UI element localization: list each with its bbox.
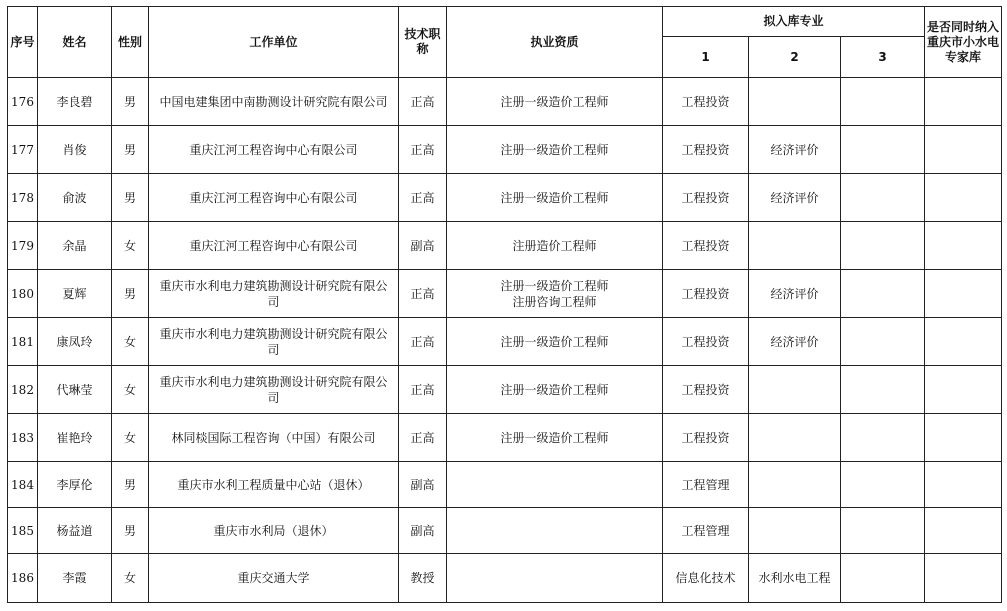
qualification-line: 注册一级造价工程师	[500, 142, 609, 157]
cell-unit: 重庆市水利工程质量中心站（退休）	[149, 462, 399, 508]
cell-seq: 179	[8, 222, 38, 270]
cell-gender: 女	[112, 414, 149, 462]
table-row	[8, 174, 1002, 222]
cell-also-small-hydro	[925, 462, 1002, 508]
cell-major-3	[841, 222, 925, 270]
cell-major-3	[841, 462, 925, 508]
cell-title: 正高	[399, 318, 447, 366]
cell-seq: 181	[8, 318, 38, 366]
cell-seq: 184	[8, 462, 38, 508]
col-header-major-3: 3	[841, 37, 925, 78]
cell-seq: 176	[8, 78, 38, 126]
cell-major-2: 经济评价	[749, 126, 841, 174]
cell-unit: 重庆江河工程咨询中心有限公司	[149, 174, 399, 222]
table-row	[8, 78, 1002, 126]
cell-also-small-hydro	[925, 78, 1002, 126]
cell-title: 教授	[399, 554, 447, 603]
cell-name: 肖俊	[38, 126, 112, 174]
cell-major-1: 工程管理	[663, 462, 749, 508]
cell-name: 李厚伦	[38, 462, 112, 508]
col-header-unit: 工作单位	[149, 7, 399, 78]
cell-major-3	[841, 78, 925, 126]
cell-major-2	[749, 414, 841, 462]
cell-major-3	[841, 126, 925, 174]
cell-major-1: 工程投资	[663, 366, 749, 414]
cell-also-small-hydro	[925, 554, 1002, 603]
cell-also-small-hydro	[925, 508, 1002, 554]
cell-major-1: 工程管理	[663, 508, 749, 554]
cell-major-3	[841, 414, 925, 462]
col-header-major-2: 2	[749, 37, 841, 78]
cell-major-3	[841, 508, 925, 554]
table-body	[8, 78, 1002, 603]
cell-qualification	[447, 554, 663, 603]
cell-title: 正高	[399, 414, 447, 462]
cell-unit: 重庆市水利电力建筑勘测设计研究院有限公司	[149, 366, 399, 414]
cell-also-small-hydro	[925, 222, 1002, 270]
cell-gender: 男	[112, 126, 149, 174]
cell-gender: 女	[112, 366, 149, 414]
cell-name: 夏辉	[38, 270, 112, 318]
cell-major-1: 工程投资	[663, 78, 749, 126]
cell-major-3	[841, 318, 925, 366]
qualification-line: 注册一级造价工程师	[500, 430, 609, 445]
cell-also-small-hydro	[925, 414, 1002, 462]
cell-major-1: 工程投资	[663, 318, 749, 366]
cell-unit: 林同棪国际工程咨询（中国）有限公司	[149, 414, 399, 462]
cell-seq: 178	[8, 174, 38, 222]
cell-title: 副高	[399, 222, 447, 270]
cell-gender: 男	[112, 78, 149, 126]
cell-major-1: 工程投资	[663, 174, 749, 222]
cell-unit: 重庆江河工程咨询中心有限公司	[149, 126, 399, 174]
cell-major-1: 工程投资	[663, 126, 749, 174]
cell-major-3	[841, 174, 925, 222]
cell-unit: 重庆市水利局（退休）	[149, 508, 399, 554]
cell-major-2: 经济评价	[749, 318, 841, 366]
cell-seq: 183	[8, 414, 38, 462]
cell-also-small-hydro	[925, 174, 1002, 222]
cell-qualification	[447, 414, 663, 462]
col-header-gender: 性别	[112, 7, 149, 78]
cell-seq: 186	[8, 554, 38, 603]
cell-also-small-hydro	[925, 318, 1002, 366]
cell-seq: 185	[8, 508, 38, 554]
cell-name: 李良碧	[38, 78, 112, 126]
cell-qualification	[447, 222, 663, 270]
cell-name: 余晶	[38, 222, 112, 270]
qualification-line: 注册一级造价工程师	[500, 382, 609, 397]
cell-major-1: 工程投资	[663, 414, 749, 462]
cell-unit: 重庆江河工程咨询中心有限公司	[149, 222, 399, 270]
cell-major-2: 经济评价	[749, 174, 841, 222]
qualification-line: 注册造价工程师	[512, 238, 597, 253]
table-row	[8, 366, 1002, 414]
col-header-seq: 序号	[8, 7, 38, 78]
cell-also-small-hydro	[925, 126, 1002, 174]
cell-major-2: 水利水电工程	[749, 554, 841, 603]
cell-qualification	[447, 270, 663, 318]
cell-major-3	[841, 366, 925, 414]
cell-title: 副高	[399, 462, 447, 508]
cell-gender: 男	[112, 270, 149, 318]
cell-major-1: 信息化技术	[663, 554, 749, 603]
cell-qualification	[447, 174, 663, 222]
cell-unit: 中国电建集团中南勘测设计研究院有限公司	[149, 78, 399, 126]
cell-title: 副高	[399, 508, 447, 554]
cell-qualification	[447, 366, 663, 414]
cell-major-3	[841, 554, 925, 603]
expert-table	[7, 6, 1002, 603]
cell-seq: 177	[8, 126, 38, 174]
qualification-line: 注册一级造价工程师	[500, 334, 609, 349]
cell-also-small-hydro	[925, 366, 1002, 414]
cell-qualification	[447, 78, 663, 126]
table-row	[8, 414, 1002, 462]
cell-title: 正高	[399, 78, 447, 126]
cell-seq: 180	[8, 270, 38, 318]
cell-title: 正高	[399, 174, 447, 222]
qualification-line: 注册一级造价工程师	[500, 190, 609, 205]
table-row	[8, 462, 1002, 508]
cell-major-2	[749, 78, 841, 126]
col-header-name: 姓名	[38, 7, 112, 78]
cell-title: 正高	[399, 366, 447, 414]
cell-unit: 重庆市水利电力建筑勘测设计研究院有限公司	[149, 318, 399, 366]
table-row	[8, 508, 1002, 554]
qualification-line: 注册一级造价工程师	[500, 278, 609, 293]
table-row	[8, 222, 1002, 270]
cell-name: 李霞	[38, 554, 112, 603]
cell-name: 杨益道	[38, 508, 112, 554]
cell-qualification	[447, 318, 663, 366]
qualification-line: 注册咨询工程师	[512, 294, 597, 309]
cell-qualification	[447, 462, 663, 508]
cell-major-1: 工程投资	[663, 222, 749, 270]
cell-major-3	[841, 270, 925, 318]
cell-name: 崔艳玲	[38, 414, 112, 462]
cell-major-2: 经济评价	[749, 270, 841, 318]
cell-major-2	[749, 462, 841, 508]
table-row	[8, 554, 1002, 603]
cell-unit: 重庆交通大学	[149, 554, 399, 603]
cell-unit: 重庆市水利电力建筑勘测设计研究院有限公司	[149, 270, 399, 318]
cell-name: 代琳莹	[38, 366, 112, 414]
cell-also-small-hydro	[925, 270, 1002, 318]
cell-gender: 男	[112, 462, 149, 508]
cell-qualification	[447, 508, 663, 554]
cell-gender: 女	[112, 222, 149, 270]
col-header-major-1: 1	[663, 37, 749, 78]
cell-gender: 男	[112, 508, 149, 554]
cell-name: 康凤玲	[38, 318, 112, 366]
col-header-title: 技术职称	[399, 7, 447, 78]
cell-major-1: 工程投资	[663, 270, 749, 318]
cell-major-2	[749, 366, 841, 414]
cell-gender: 男	[112, 174, 149, 222]
cell-major-2	[749, 508, 841, 554]
cell-major-2	[749, 222, 841, 270]
qualification-line: 注册一级造价工程师	[500, 94, 609, 109]
table-row	[8, 318, 1002, 366]
cell-qualification	[447, 126, 663, 174]
cell-title: 正高	[399, 270, 447, 318]
cell-gender: 女	[112, 318, 149, 366]
col-header-major-group: 拟入库专业	[663, 7, 925, 37]
table-row	[8, 270, 1002, 318]
cell-title: 正高	[399, 126, 447, 174]
cell-seq: 182	[8, 366, 38, 414]
col-header-qualification: 执业资质	[447, 7, 663, 78]
table-row	[8, 126, 1002, 174]
cell-name: 俞波	[38, 174, 112, 222]
cell-gender: 女	[112, 554, 149, 603]
col-header-also-small-hydro: 是否同时纳入重庆市小水电专家库	[925, 7, 1002, 78]
